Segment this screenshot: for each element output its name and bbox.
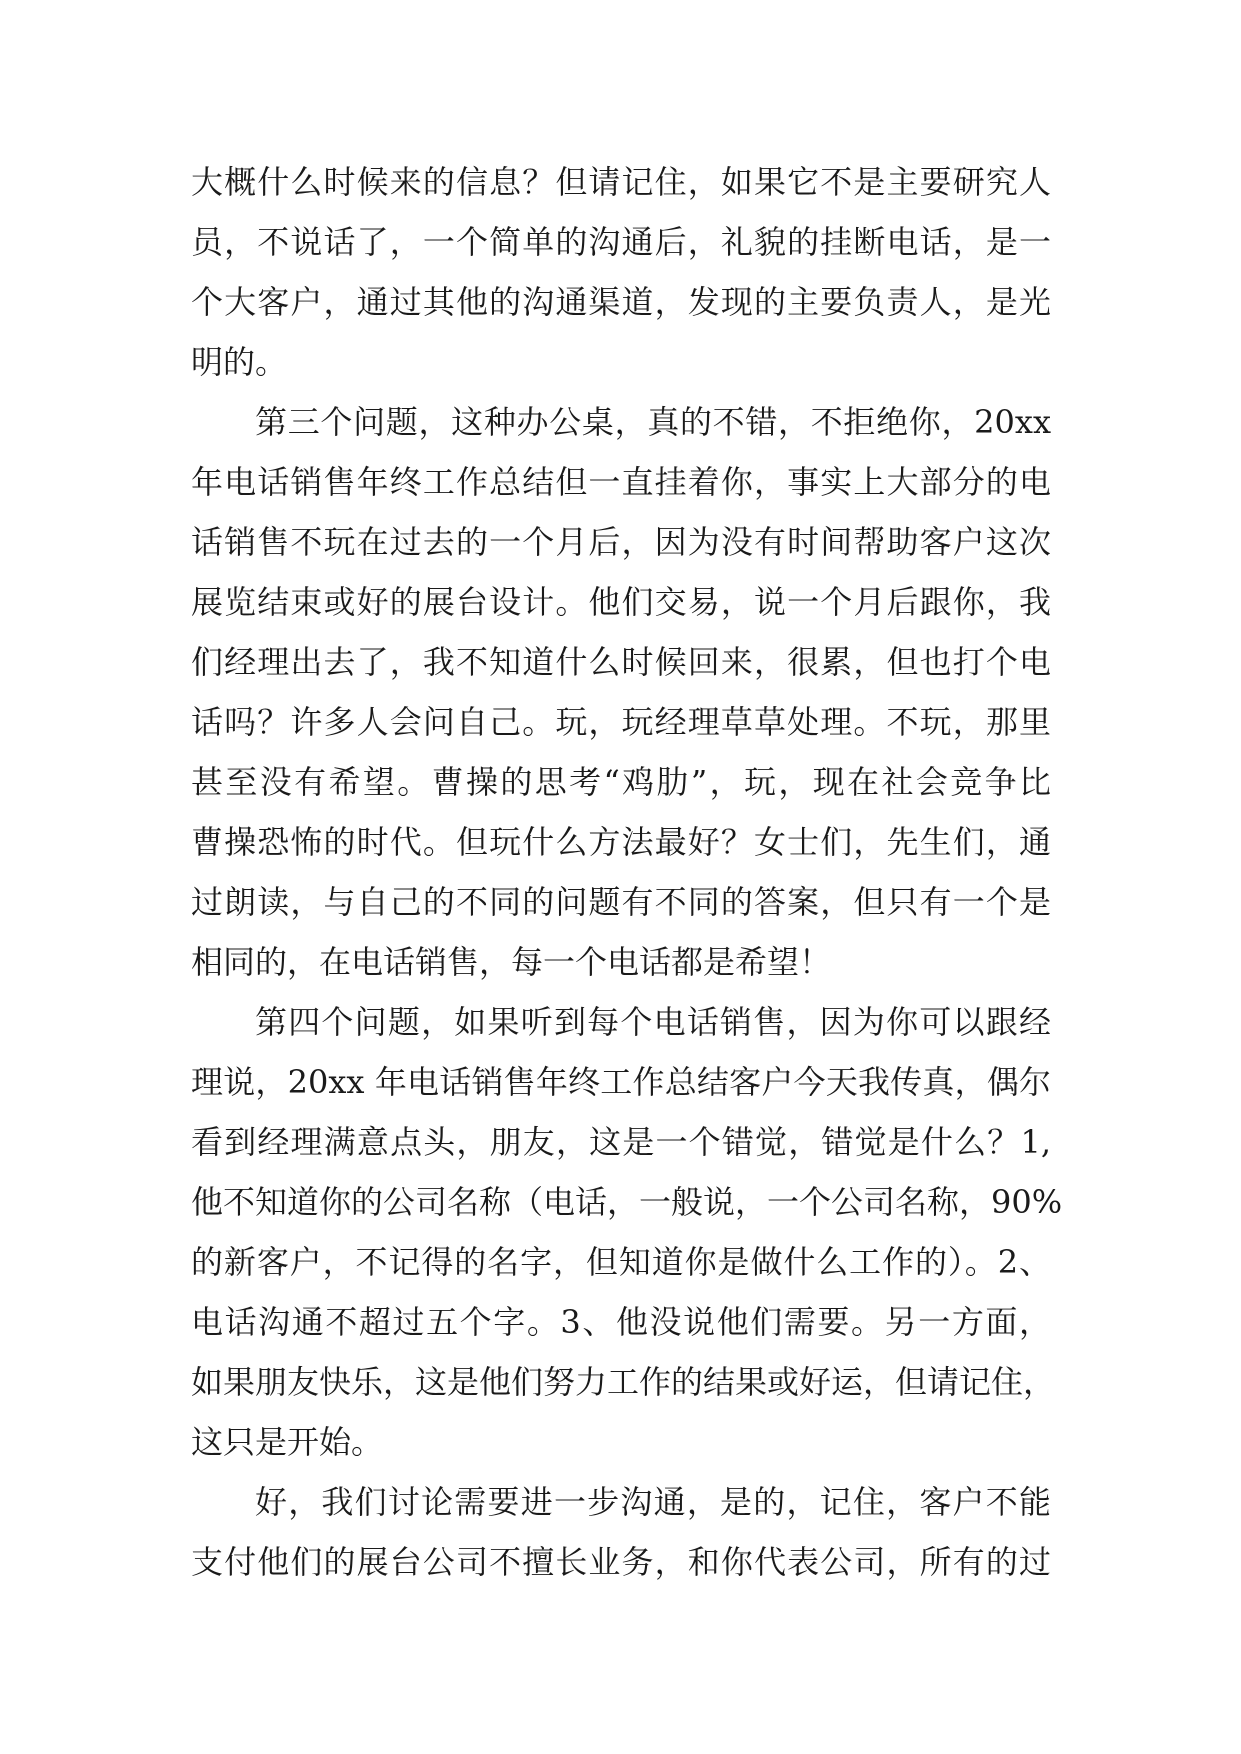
- text-line: 理说，20xx 年电话销售年终工作总结客户今天我传真，偶尔: [191, 1063, 1051, 1101]
- text-line: 第四个问题，如果听到每个电话销售，因为你可以跟经: [255, 1003, 1051, 1041]
- paragraph-4: [191, 1472, 1051, 1592]
- text-line: 看到经理满意点头，朋友，这是一个错觉，错觉是什么？1,: [191, 1123, 1051, 1161]
- text-line: 这只是开始。: [191, 1423, 384, 1461]
- body-text: [191, 152, 1063, 1592]
- text-line: 员，不说话了，一个简单的沟通后，礼貌的挂断电话，是一: [191, 223, 1051, 261]
- text-line: 甚至没有希望。曹操的思考“鸡肋”，玩，现在社会竞争比: [191, 763, 1051, 801]
- text-line: 支付他们的展台公司不擅长业务，和你代表公司，所有的过: [191, 1543, 1051, 1581]
- text-line: 他不知道你的公司名称（电话，一般说，一个公司名称，90%: [191, 1183, 1063, 1221]
- text-line: 明的。: [191, 343, 288, 381]
- paragraph-2: [191, 392, 1051, 992]
- text-line: 话销售不玩在过去的一个月后，因为没有时间帮助客户这次: [191, 523, 1051, 561]
- text-line: 过朗读，与自己的不同的问题有不同的答案，但只有一个是: [191, 883, 1051, 921]
- text-line: 们经理出去了，我不知道什么时候回来，很累，但也打个电: [191, 643, 1051, 681]
- text-line: 如果朋友快乐，这是他们努力工作的结果或好运，但请记住，: [191, 1363, 1056, 1401]
- text-line: 个大客户，通过其他的沟通渠道，发现的主要负责人，是光: [191, 283, 1051, 321]
- text-line: 大概什么时候来的信息？但请记住，如果它不是主要研究人: [191, 163, 1051, 201]
- text-line: 电话沟通不超过五个字。3、他没说他们需要。另一方面，: [191, 1303, 1051, 1341]
- text-line: 展览结束或好的展台设计。他们交易，说一个月后跟你，我: [191, 583, 1051, 621]
- paragraph-3: [191, 992, 1063, 1472]
- text-line: 相同的，在电话销售，每一个电话都是希望！: [191, 943, 832, 981]
- text-line: 话吗？许多人会问自己。玩，玩经理草草处理。不玩，那里: [191, 703, 1051, 741]
- text-line: 曹操恐怖的时代。但玩什么方法最好？女士们，先生们，通: [191, 823, 1051, 861]
- text-line: 好，我们讨论需要进一步沟通，是的，记住，客户不能: [255, 1483, 1051, 1521]
- text-line: 的新客户，不记得的名字，但知道你是做什么工作的）。2、: [191, 1243, 1051, 1281]
- text-line: 第三个问题，这种办公桌，真的不错，不拒绝你，20xx: [255, 403, 1051, 441]
- text-line: 年电话销售年终工作总结但一直挂着你，事实上大部分的电: [191, 463, 1051, 501]
- paragraph-1: [191, 152, 1051, 392]
